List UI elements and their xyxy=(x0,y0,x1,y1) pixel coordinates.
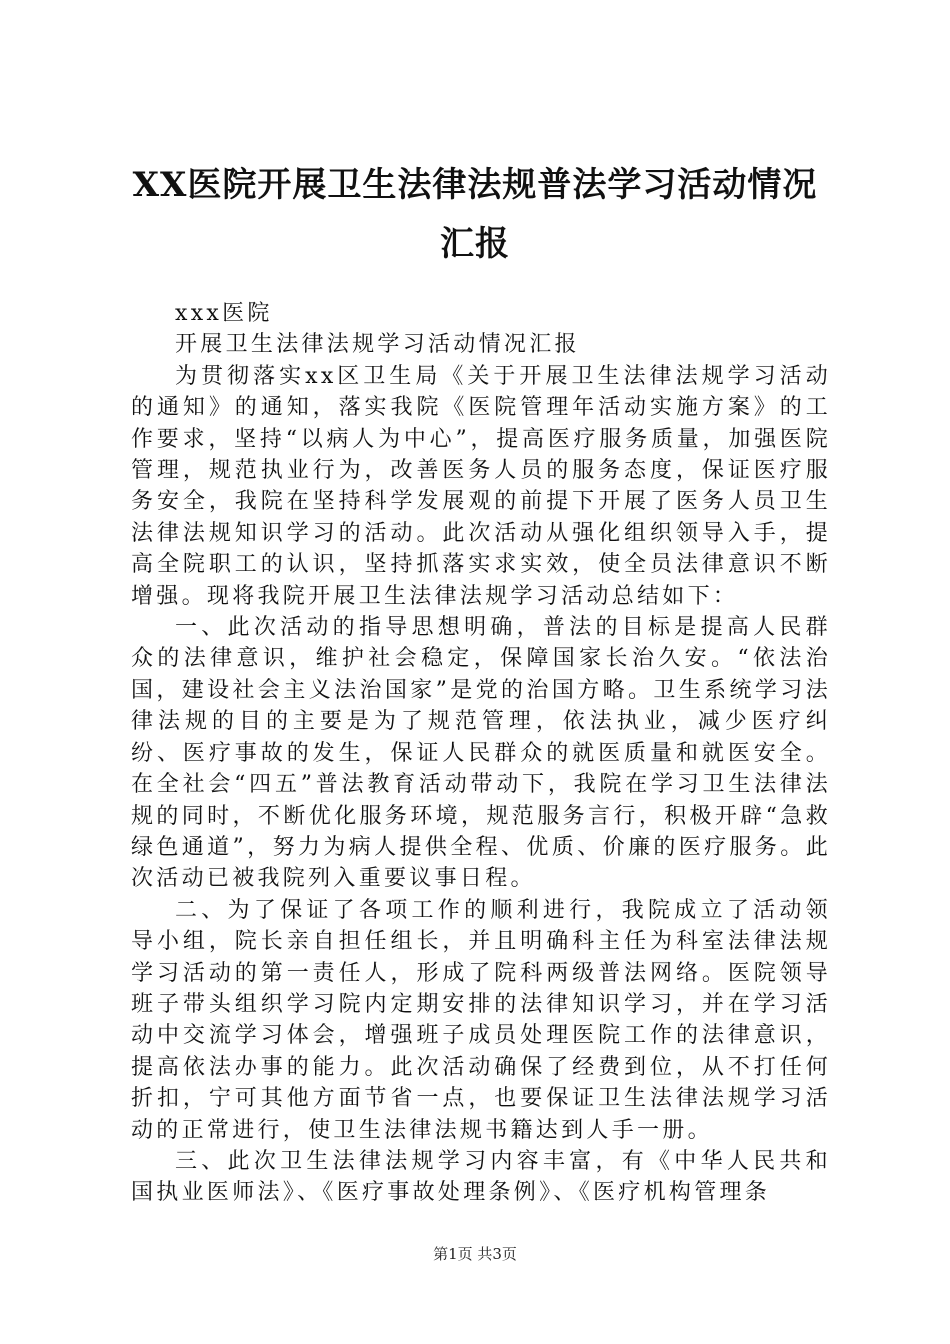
document-title-line1: XX医院开展卫生法律法规普法学习活动情况 xyxy=(132,165,818,205)
body-paragraph: 三、此次卫生法律法规学习内容丰富，有《中华人民共和国执业医师法》、《医疗事故处理条例》、《医疗机构管理条 xyxy=(131,1148,831,1206)
body-paragraph: 为贯彻落实xx区卫生局《关于开展卫生法律法规学习活动的通知》的通知，落实我院《医院管理年活动实施方案》的工作要求，坚持“以病人为中心”，提高医疗服务质量，加强医院管理，规范执业行为，改善医务人员的服务态度，保证医疗服务安全，我院在坚持科学发展观的前提下开展了医务人员卫生法律法规知识学习的活动。此次活动从强化组织领导入手，提高全院职工的认识，坚持抓落实求实效，使全员法律意识不断增强。现将我院开展卫生法律法规学习活动总结如下： xyxy=(131,363,831,609)
document-title-line2: 汇报 xyxy=(440,224,510,264)
document-body xyxy=(131,298,831,1209)
report-subtitle: 开展卫生法律法规学习活动情况汇报 xyxy=(175,332,580,358)
body-paragraph: 一、此次活动的指导思想明确，普法的目标是提高人民群众的法律意识，维护社会稳定，保障国家长治久安。“依法治国，建设社会主义法治国家”是党的治国方略。卫生系统学习法律法规的目的主要是为了规范管理，依法执业，减少医疗纠纷、医疗事故的发生，保证人民群众的就医质量和就医安全。在全社会“四五”普法教育活动带动下，我院在学习卫生法律法规的同时，不断优化服务环境，规范服务言行，积极开辟“急救绿色通道”，努力为病人提供全程、优质、价廉的医疗服务。此次活动已被我院列入重要议事日程。 xyxy=(131,615,831,892)
page-footer: 第1页 共3页 xyxy=(433,1245,517,1263)
org-name: xxx医院 xyxy=(175,301,273,326)
body-paragraph: 二、为了保证了各项工作的顺利进行，我院成立了活动领导小组，院长亲自担任组长，并且明确科主任为科室法律法规学习活动的第一责任人，形成了院科两级普法网络。医院领导班子带头组织学习院内定期安排的法律知识学习，并在学习活动中交流学习体会，增强班子成员处理医院工作的法律意识，提高依法办事的能力。此次活动确保了经费到位，从不打任何折扣，宁可其他方面节省一点，也要保证卫生法律法规学习活动的正常进行，使卫生法律法规书籍达到人手一册。 xyxy=(131,897,831,1143)
